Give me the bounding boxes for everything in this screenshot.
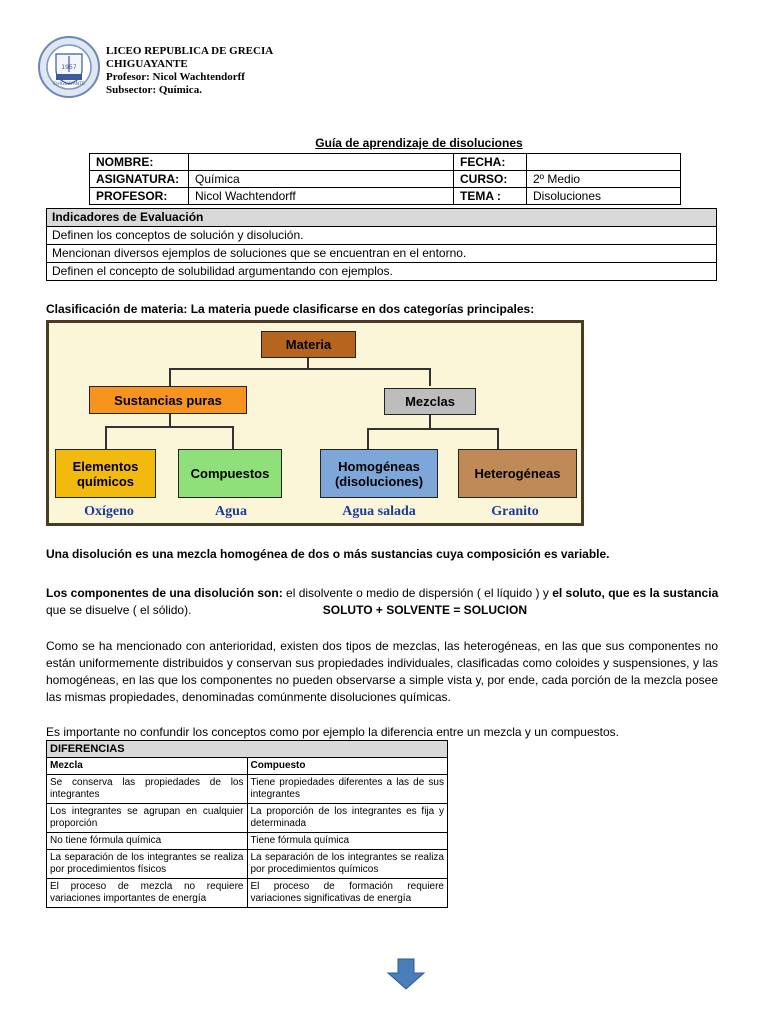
node-heterogeneas: Heterogéneas [458, 449, 577, 498]
student-info-table [89, 153, 681, 205]
matter-classification-diagram [46, 320, 584, 526]
connector-line [169, 368, 171, 386]
nombre-value[interactable] [189, 154, 454, 171]
example-granito: Granito [491, 504, 539, 519]
compuesto-cell: El proceso de formación requiere variaciones significativas de energía [247, 879, 448, 908]
differences-table [46, 740, 448, 908]
connector-line [367, 428, 499, 430]
node-compuestos: Compuestos [178, 449, 282, 498]
table-row [47, 833, 448, 850]
indicator-item: Mencionan diversos ejemplos de soluciones que se encuentran en el entorno. [47, 245, 717, 263]
example-agua-salada: Agua salada [342, 504, 416, 519]
connector-line [232, 426, 234, 450]
node-sustancias-puras: Sustancias puras [89, 386, 247, 414]
mezcla-cell: La separación de los integrantes se realiza por procedimientos físicos [47, 850, 248, 879]
fecha-label: FECHA: [454, 154, 527, 171]
classification-heading: Clasificación de materia: La materia puede clasificarse en dos categorías principales: [46, 302, 535, 316]
components-intro: Los componentes de una disolución son: [46, 586, 287, 600]
compuesto-cell: Tiene fórmula química [247, 833, 448, 850]
connector-line [497, 428, 499, 450]
profesor-value: Nicol Wachtendorff [189, 188, 454, 205]
tema-value: Disoluciones [527, 188, 681, 205]
example-agua: Agua [215, 504, 247, 519]
arrow-down-icon [386, 958, 426, 990]
subject-line: Subsector: Química. [106, 84, 202, 96]
definition-paragraph: Una disolución es una mezcla homogénea de dos o más sustancias cuya composición es variable. [46, 547, 610, 561]
school-logo [38, 36, 100, 98]
asignatura-label: ASIGNATURA: [90, 171, 189, 188]
school-header [106, 45, 273, 97]
compuesto-cell: Tiene propiedades diferentes a las de sus integrantes [247, 775, 448, 804]
table-row [47, 775, 448, 804]
column-header-mezcla: Mezcla [47, 758, 248, 775]
compuesto-cell: La separación de los integrantes se realiza por procedimientos químicos [247, 850, 448, 879]
fecha-value[interactable] [527, 154, 681, 171]
connector-line [429, 415, 431, 429]
tema-label: TEMA : [454, 188, 527, 205]
connector-line [169, 412, 171, 426]
differences-heading: DIFERENCIAS [47, 741, 448, 758]
logo-year-text: 1957 [61, 64, 77, 71]
components-solvent: el disolvente o medio de dispersión ( el líquido ) y [286, 586, 553, 600]
node-materia: Materia [261, 331, 356, 358]
formula-text: SOLUTO + SOLVENTE = SOLUCION [322, 603, 528, 617]
school-city: CHIGUAYANTE [106, 58, 188, 70]
document-title: Guía de aprendizaje de disoluciones [315, 136, 523, 150]
mixtures-paragraph: Como se ha mencionado con anterioridad, existen dos tipos de mezclas, las heterogéneas, en las que sus componentes no están uniformemente distribuidos y conservan sus propiedades individuales, clasificadas como coloides y suspensiones, y las homogéneas, en las que los componentes no pueden observarse a simple vista y, por ende, cada porción de la mezcla posee las mismas propiedades, denominadas comúnmente disoluciones químicas. [46, 639, 718, 704]
connector-line [367, 428, 369, 450]
table-row [47, 879, 448, 908]
node-homogeneas: Homogéneas (disoluciones) [320, 449, 438, 498]
curso-value: 2º Medio [527, 171, 681, 188]
important-note: Es importante no confundir los conceptos como por ejemplo la diferencia entre un mezcla y un compuestos. [46, 725, 619, 739]
indicator-item: Definen el concepto de solubilidad argumentando con ejemplos. [47, 263, 717, 281]
connector-line [429, 368, 431, 386]
table-row [47, 804, 448, 833]
school-name: LICEO REPUBLICA DE GRECIA [106, 45, 274, 57]
profesor-label: PROFESOR: [90, 188, 189, 205]
connector-line [169, 368, 431, 370]
compuesto-cell: La proporción de los integrantes es fija y determinada [247, 804, 448, 833]
node-elementos-quimicos: Elementos químicos [55, 449, 156, 498]
logo-city-text: CHIGUAYANTE [53, 82, 85, 87]
mezcla-cell: No tiene fórmula química [47, 833, 248, 850]
nombre-label: NOMBRE: [90, 154, 189, 171]
column-header-compuesto: Compuesto [247, 758, 448, 775]
mezcla-cell: Los integrantes se agrupan en cualquier proporción [47, 804, 248, 833]
asignatura-value: Química [189, 171, 454, 188]
curso-label: CURSO: [454, 171, 527, 188]
mezcla-cell: Se conserva las propiedades de los integrantes [47, 775, 248, 804]
components-paragraph [46, 585, 726, 619]
indicators-table [46, 208, 717, 281]
teacher-line: Profesor: Nicol Wachtendorff [106, 71, 245, 83]
connector-line [105, 426, 234, 428]
node-mezclas: Mezclas [384, 388, 476, 415]
components-solute: el soluto, que es la sustancia [552, 586, 719, 600]
components-solute-desc: que se disuelve ( el sólido). [46, 603, 192, 617]
table-row [47, 850, 448, 879]
example-oxigeno: Oxígeno [84, 504, 134, 519]
mezcla-cell: El proceso de mezcla no requiere variaciones importantes de energía [47, 879, 248, 908]
indicators-heading: Indicadores de Evaluación [47, 209, 717, 227]
indicator-item: Definen los conceptos de solución y disolución. [47, 227, 717, 245]
connector-line [105, 426, 107, 450]
